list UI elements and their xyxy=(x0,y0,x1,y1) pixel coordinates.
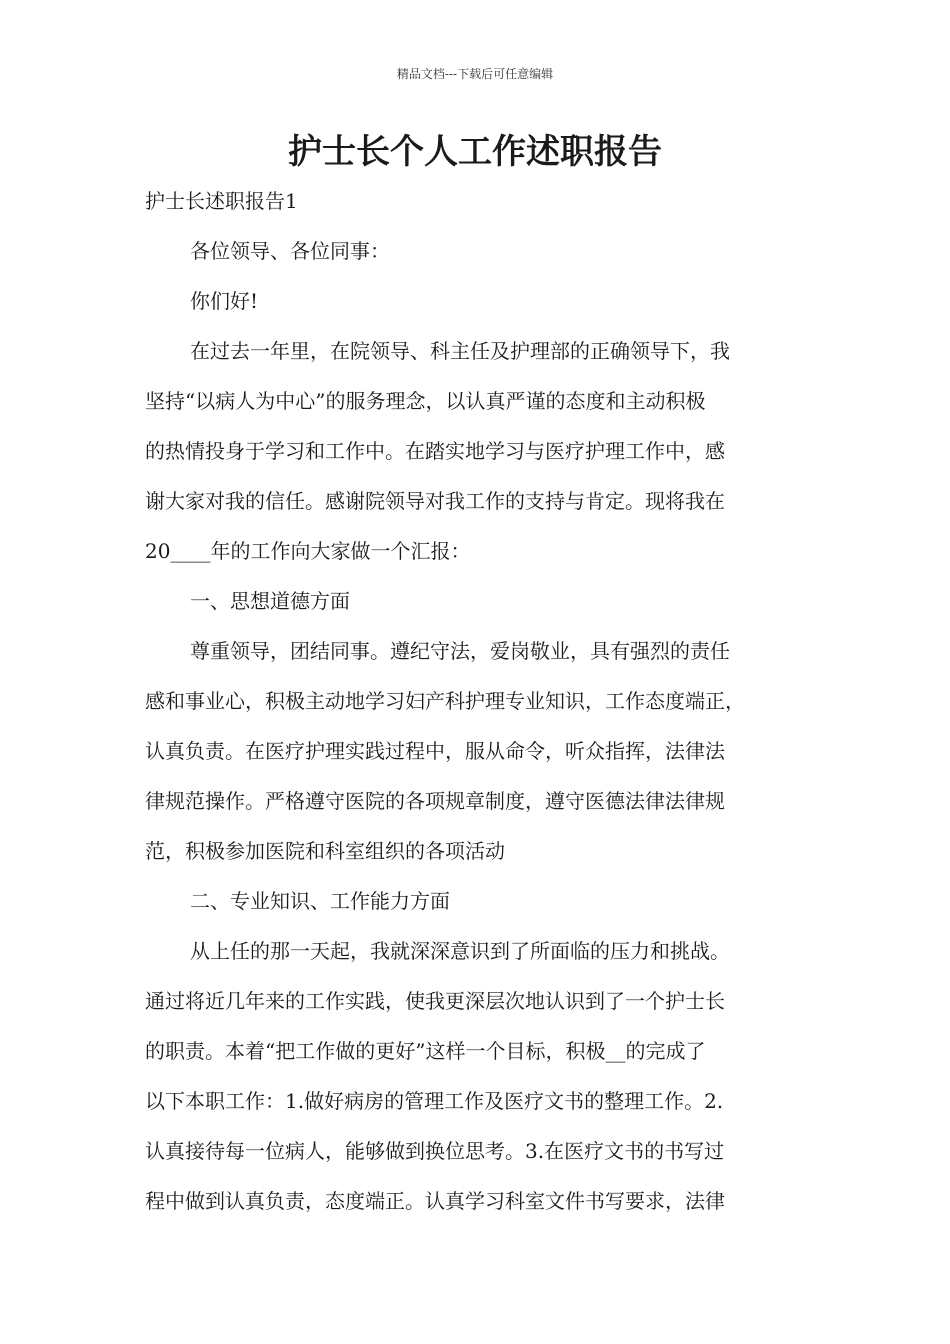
document-body xyxy=(145,176,825,1226)
paragraph-line: 通过将近几年来的工作实践，使我更深层次地认识到了一个护士长 xyxy=(145,989,725,1013)
paragraph-line: 在过去一年里，在院领导、科主任及护理部的正确领导下，我 xyxy=(190,339,730,363)
paragraph-line: 认真负责。在医疗护理实践过程中，服从命令，听众指挥，法律法 xyxy=(145,739,725,763)
paragraph-line: 感和事业心，积极主动地学习妇产科护理专业知识，工作态度端正， xyxy=(145,689,745,713)
paragraph-line: 20____年的工作向大家做一个汇报： xyxy=(145,539,471,563)
document-title: 护士长个人工作述职报告 xyxy=(288,132,662,172)
paragraph-line: 认真接待每一位病人，能够做到换位思考。3.在医疗文书的书写过 xyxy=(145,1139,725,1163)
paragraph-line: 程中做到认真负责，态度端正。认真学习科室文件书写要求，法律 xyxy=(145,1189,725,1213)
section-heading-moral: 一、思想道德方面 xyxy=(190,589,350,613)
paragraph-skills xyxy=(145,926,825,1226)
paragraph-line: 从上任的那一天起，我就深深意识到了所面临的压力和挑战。 xyxy=(190,939,730,963)
greeting: 各位领导、各位同事： xyxy=(190,239,390,263)
header-note: 精品文档---下载后可任意编辑 xyxy=(396,67,554,81)
paragraph-line: 律规范操作。严格遵守医院的各项规章制度，遵守医德法律法律规 xyxy=(145,789,725,813)
report-subtitle: 护士长述职报告1 xyxy=(145,189,298,213)
paragraph-line: 坚持“以病人为中心”的服务理念，以认真严谨的态度和主动积极 xyxy=(145,389,706,413)
paragraph-line: 的热情投身于学习和工作中。在踏实地学习与医疗护理工作中，感 xyxy=(145,439,725,463)
paragraph-line: 尊重领导，团结同事。遵纪守法，爱岗敬业，具有强烈的责任 xyxy=(190,639,730,663)
paragraph-intro xyxy=(145,326,825,576)
hello-line: 你们好! xyxy=(190,289,259,313)
paragraph-line: 范，积极参加医院和科室组织的各项活动 xyxy=(145,839,505,863)
paragraph-moral xyxy=(145,626,825,876)
section-heading-skills: 二、专业知识、工作能力方面 xyxy=(190,889,450,913)
paragraph-line: 的职责。本着“把工作做的更好”这样一个目标，积极__的完成了 xyxy=(145,1039,706,1063)
paragraph-line: 谢大家对我的信任。感谢院领导对我工作的支持与肯定。现将我在 xyxy=(145,489,725,513)
paragraph-line: 以下本职工作：1.做好病房的管理工作及医疗文书的整理工作。2. xyxy=(145,1089,724,1113)
